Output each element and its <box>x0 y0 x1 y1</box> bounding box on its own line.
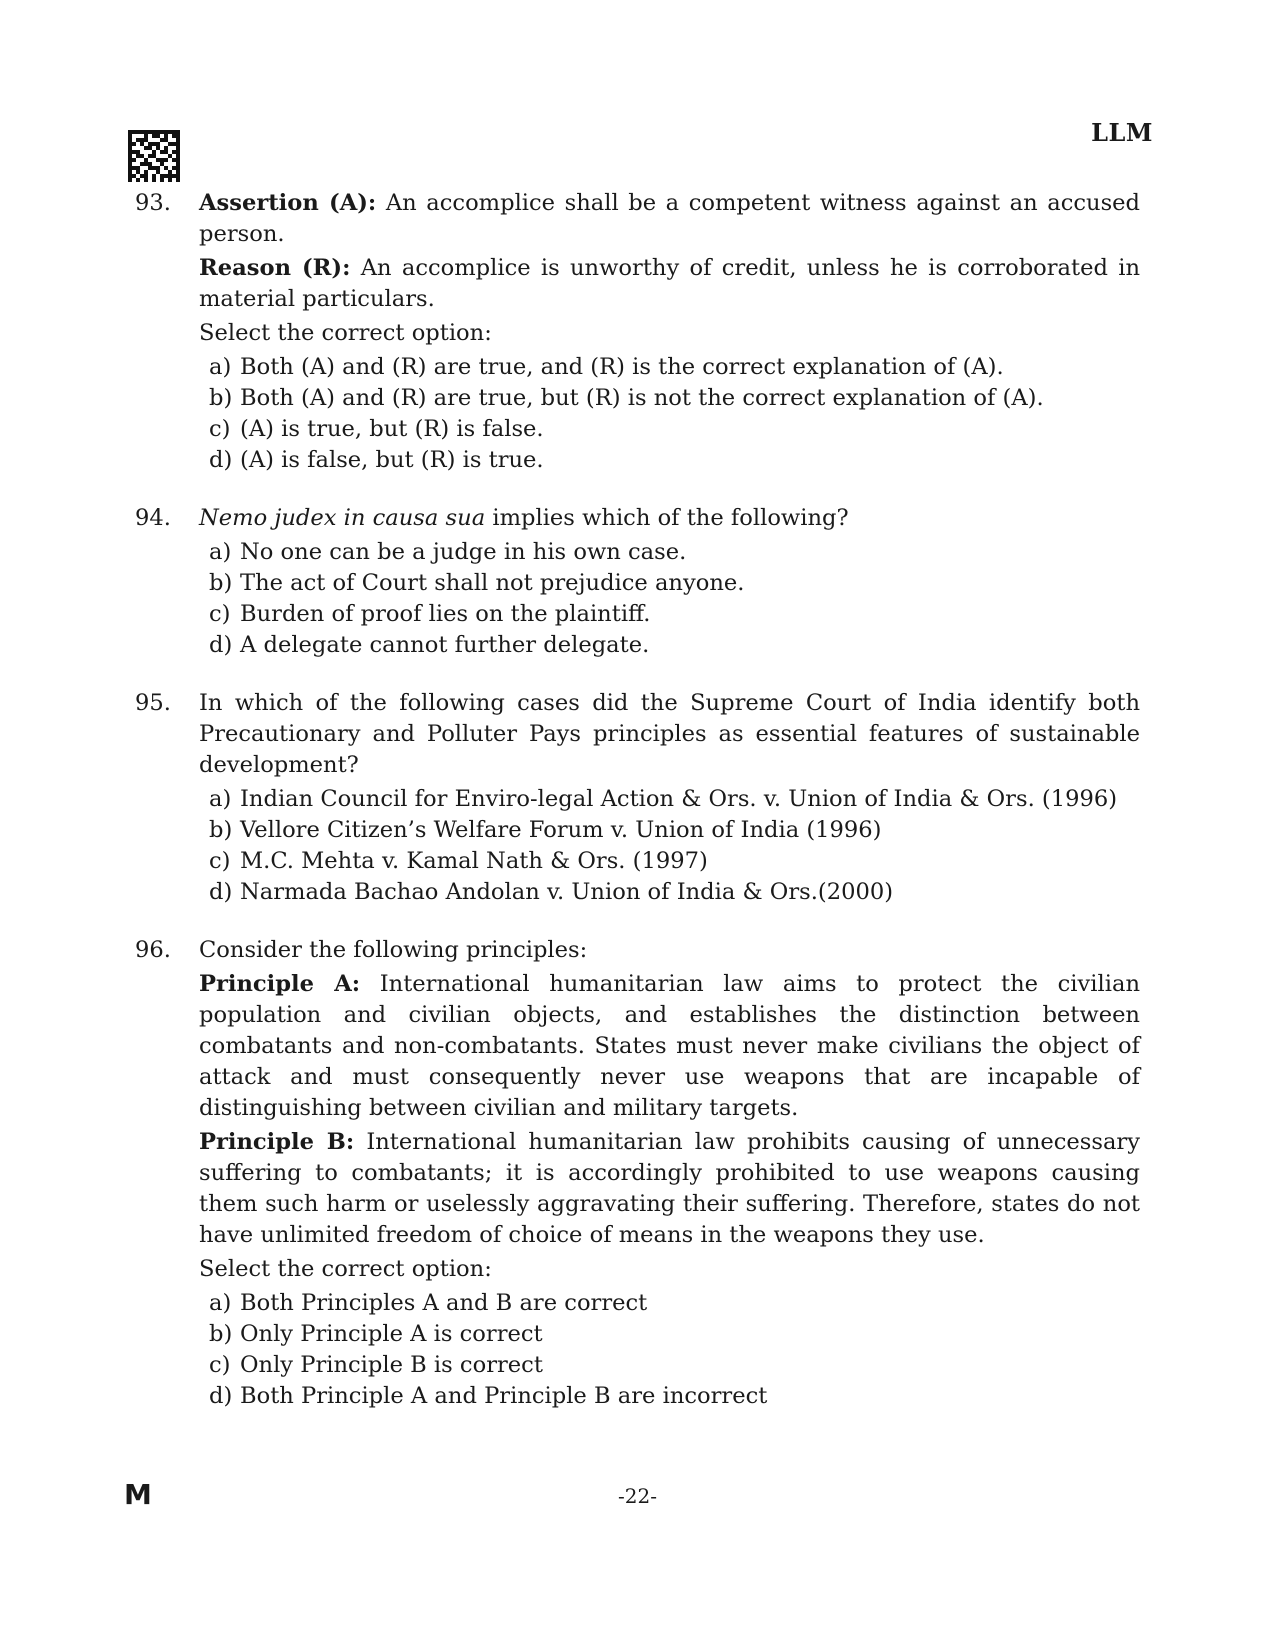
paper-code: LLM <box>1091 118 1153 147</box>
option-text: Both Principle A and Principle B are incorrect <box>240 1383 768 1409</box>
option-text: Both (A) and (R) are true, but (R) is not the correct explanation of (A). <box>240 385 1044 411</box>
question-number: 93. <box>135 190 171 216</box>
option-letter: d) <box>209 632 233 658</box>
option-b[interactable] <box>199 383 1140 414</box>
assertion <box>199 188 1140 250</box>
option-d[interactable] <box>199 877 1140 908</box>
instruction: Select the correct option: <box>199 320 492 346</box>
option-text: (A) is false, but (R) is true. <box>240 447 544 473</box>
principle-b-text: International humanitarian law prohibits causing of unnecessary suffering to combatants; it is accordingly prohibited to use weapons causing them such harm or uselessly aggravating their suffering. Therefore, states do not have unlimited freedom of choice of means in the weapons they use. <box>199 1129 1141 1248</box>
option-text: No one can be a judge in his own case. <box>240 539 687 565</box>
option-b[interactable] <box>199 815 1140 846</box>
option-b[interactable] <box>199 568 1140 599</box>
question-93 <box>130 188 1140 476</box>
reason-text: An accomplice is unworthy of credit, unless he is corroborated in material particulars. <box>199 255 1140 312</box>
question-95 <box>130 688 1140 908</box>
option-d[interactable] <box>199 630 1140 661</box>
page-number: -22- <box>618 1484 657 1508</box>
option-a[interactable] <box>199 784 1140 815</box>
instruction: Select the correct option: <box>199 1256 492 1282</box>
option-letter: c) <box>209 848 231 874</box>
reason <box>199 253 1140 315</box>
option-text: Only Principle B is correct <box>240 1352 543 1378</box>
options-list <box>199 537 1140 661</box>
question-number: 94. <box>135 505 171 531</box>
option-letter: a) <box>209 1290 232 1316</box>
option-text: Indian Council for Enviro-legal Action & Ors. v. Union of India & Ors. (1996) <box>240 786 1118 812</box>
option-b[interactable] <box>199 1319 1140 1350</box>
latin-maxim: Nemo judex in causa sua <box>199 505 486 531</box>
principle-b <box>199 1127 1140 1251</box>
option-letter: a) <box>209 354 232 380</box>
option-text: Narmada Bachao Andolan v. Union of India & Ors.(2000) <box>240 879 894 905</box>
option-a[interactable] <box>199 352 1140 383</box>
question-number: 96. <box>135 937 171 963</box>
option-text: M.C. Mehta v. Kamal Nath & Ors. (1997) <box>240 848 708 874</box>
assertion-text: An accomplice shall be a competent witness against an accused person. <box>199 190 1140 247</box>
question-number: 95. <box>135 690 171 716</box>
option-letter: c) <box>209 1352 231 1378</box>
question-94 <box>130 503 1140 661</box>
option-letter: a) <box>209 786 232 812</box>
assertion-label: Assertion (A): <box>199 190 377 216</box>
questions-list <box>130 188 1140 1412</box>
option-letter: b) <box>209 817 233 843</box>
option-a[interactable] <box>199 537 1140 568</box>
option-letter: d) <box>209 447 233 473</box>
option-text: Burden of proof lies on the plaintiff. <box>240 601 651 627</box>
option-letter: d) <box>209 879 233 905</box>
options-list <box>199 1288 1140 1412</box>
stem-text: implies which of the following? <box>485 505 849 531</box>
option-c[interactable] <box>199 414 1140 445</box>
option-text: The act of Court shall not prejudice anyone. <box>240 570 745 596</box>
option-c[interactable] <box>199 599 1140 630</box>
question-stem: In which of the following cases did the Supreme Court of India identify both Precautionary and Polluter Pays principles as essential features of sustainable development? <box>199 690 1140 778</box>
option-text: Both Principles A and B are correct <box>240 1290 648 1316</box>
option-letter: a) <box>209 539 232 565</box>
question-stem: Consider the following principles: <box>199 937 588 963</box>
option-c[interactable] <box>199 846 1140 877</box>
option-a[interactable] <box>199 1288 1140 1319</box>
option-letter: b) <box>209 385 233 411</box>
option-text: (A) is true, but (R) is false. <box>240 416 544 442</box>
option-text: Only Principle A is correct <box>240 1321 543 1347</box>
principle-a <box>199 969 1140 1124</box>
option-letter: b) <box>209 570 233 596</box>
principle-a-label: Principle A: <box>199 971 361 997</box>
option-text: A delegate cannot further delegate. <box>240 632 650 658</box>
principle-a-text: International humanitarian law aims to protect the civilian population and civilian objects, and establishes the distinction between combatants and non-combatants. States must never make civilians the object of attack and must consequently never use weapons that are incapable of distinguishing between civilian and military targets. <box>199 971 1140 1121</box>
option-d[interactable] <box>199 1381 1140 1412</box>
option-c[interactable] <box>199 1350 1140 1381</box>
reason-label: Reason (R): <box>199 255 351 281</box>
option-text: Vellore Citizen’s Welfare Forum v. Union of India (1996) <box>240 817 882 843</box>
option-letter: c) <box>209 416 231 442</box>
question-96 <box>130 935 1140 1412</box>
principle-b-label: Principle B: <box>199 1129 355 1155</box>
option-letter: d) <box>209 1383 233 1409</box>
option-letter: c) <box>209 601 231 627</box>
option-letter: b) <box>209 1321 233 1347</box>
option-d[interactable] <box>199 445 1140 476</box>
option-text: Both (A) and (R) are true, and (R) is the correct explanation of (A). <box>240 354 1004 380</box>
set-code: M <box>124 1478 152 1511</box>
qr-code-icon <box>128 130 180 182</box>
options-list <box>199 352 1140 476</box>
question-stem <box>199 503 1140 534</box>
options-list <box>199 784 1140 908</box>
